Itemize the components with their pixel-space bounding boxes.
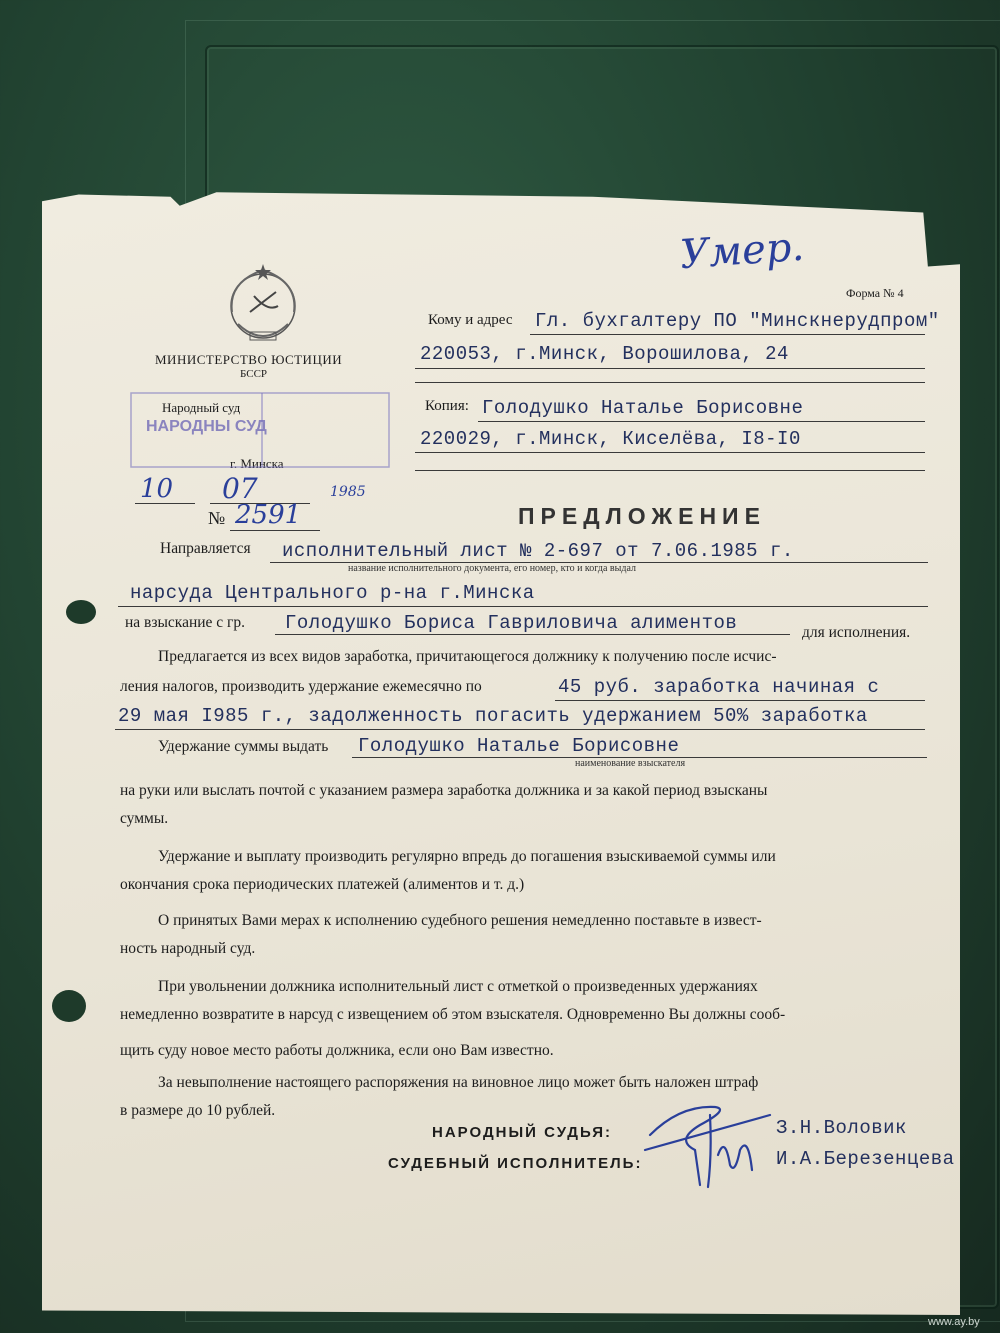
para1-amount-rule [555,700,925,701]
copy-line-1: Голодушко Наталье Борисовне [482,397,804,419]
date-day-underline [135,503,195,504]
sent-value: исполнительный лист № 2-697 от 7.06.1985 г. [282,540,794,562]
sent-caption: название исполнительного документа, его номер, кто и когда выдал [348,563,636,574]
judge-label: НАРОДНЫЙ СУДЬЯ: [432,1124,612,1141]
form-number: Форма № 4 [846,286,904,300]
para3-line1: Удержание и выплату производить регулярно впредь до погашения взыскиваемой суммы или [158,848,776,865]
ussr-emblem-icon [218,262,308,348]
recovery-label: на взыскание с гр. [125,614,246,631]
handwritten-note: Умер. [678,223,806,279]
court-district: г. Минска [230,456,284,471]
para1-line3: 29 мая I985 г., задолженность погасить удержанием 50% заработка [118,705,868,727]
court-label: Народный суд [162,400,241,415]
para3-line2: окончания срока периодических платежей (алиментов и т. д.) [120,876,525,893]
number-underline [230,530,320,531]
copy-line-3-rule [415,470,925,471]
issuer-rule [118,606,928,607]
court-stamp-border [130,392,390,468]
to-label: Кому и адрес [428,312,513,328]
recovery-suffix: для исполнения. [802,624,911,641]
copy-line-1-rule [478,421,925,422]
punch-hole-top [66,600,96,624]
para1-line2-prefix: ления налогов, производить удержание ежемесячно по [120,678,482,695]
recovery-rule [275,634,790,635]
republic-name: БССР [240,368,268,380]
to-line-1: Гл. бухгалтеру ПО "Минскнерудпром" [535,310,940,332]
handwritten-signature [640,1095,780,1195]
bailiff-name: И.А.Березенцева [776,1148,955,1170]
payout-caption: наименование взыскателя [575,758,686,769]
para5-line2: немедленно возвратите в нарсуд с извещением об этом взыскателя. Одновременно Вы должны сооб- [120,1006,786,1023]
para1-line3-rule [115,729,925,730]
court-stamp: НАРОДНЫ СУД [146,418,267,435]
para1-line1: Предлагается из всех видов заработка, причитающегося должнику к получению после исчис- [158,648,777,665]
punch-hole-bottom [52,990,86,1022]
to-line-3-rule [415,382,925,383]
to-line-2-rule [415,368,925,369]
para4-line2: ность народный суд. [120,940,256,957]
copy-line-2-rule [415,452,925,453]
date-day: 10 [140,474,174,504]
date-month: 07 [222,472,258,505]
ministry-name: МИНИСТЕРСТВО ЮСТИЦИИ [155,352,343,367]
date-year: 1985 [330,484,366,500]
para2-line2: суммы. [120,810,169,827]
copy-line-2: 220029, г.Минск, Киселёва, I8-I0 [420,428,801,450]
to-line-2: 220053, г.Минск, Ворошилова, 24 [420,343,789,365]
issuer-value: нарсуда Центрального р-на г.Минска [130,582,535,604]
watermark: www.ay.by [928,1316,980,1328]
sent-label: Направляется [160,540,251,557]
para5-line1: При увольнении должника исполнительный лист с отметкой о произведенных удержаниях [158,978,758,995]
para4-line1: О принятых Вами мерах к исполнению судебного решения немедленно поставьте в извест- [158,912,762,929]
number-sign: № [208,508,226,528]
para6-line2: в размере до 10 рублей. [120,1102,276,1119]
to-line-1-rule [530,334,925,335]
payout-value: Голодушко Наталье Борисовне [358,735,680,757]
bailiff-label: СУДЕБНЫЙ ИСПОЛНИТЕЛЬ: [388,1155,643,1172]
recovery-value: Голодушко Бориса Гавриловича алиментов [285,612,738,634]
para1-amount: 45 руб. заработка начиная с [558,676,880,698]
outgoing-number: 2591 [235,500,302,530]
payout-label: Удержание суммы выдать [158,738,329,755]
para2-line1: на руки или выслать почтой с указанием размера заработка должника и за какой период взысканы [120,782,768,799]
para5-line3: щить суду новое место работы должника, если оно Вам известно. [120,1042,554,1059]
document-title: ПРЕДЛОЖЕНИЕ [518,503,766,529]
para6-line1: За невыполнение настоящего распоряжения на виновное лицо может быть наложен штраф [158,1074,759,1091]
copy-label: Копия: [425,398,469,414]
judge-name: З.Н.Воловик [776,1117,907,1139]
